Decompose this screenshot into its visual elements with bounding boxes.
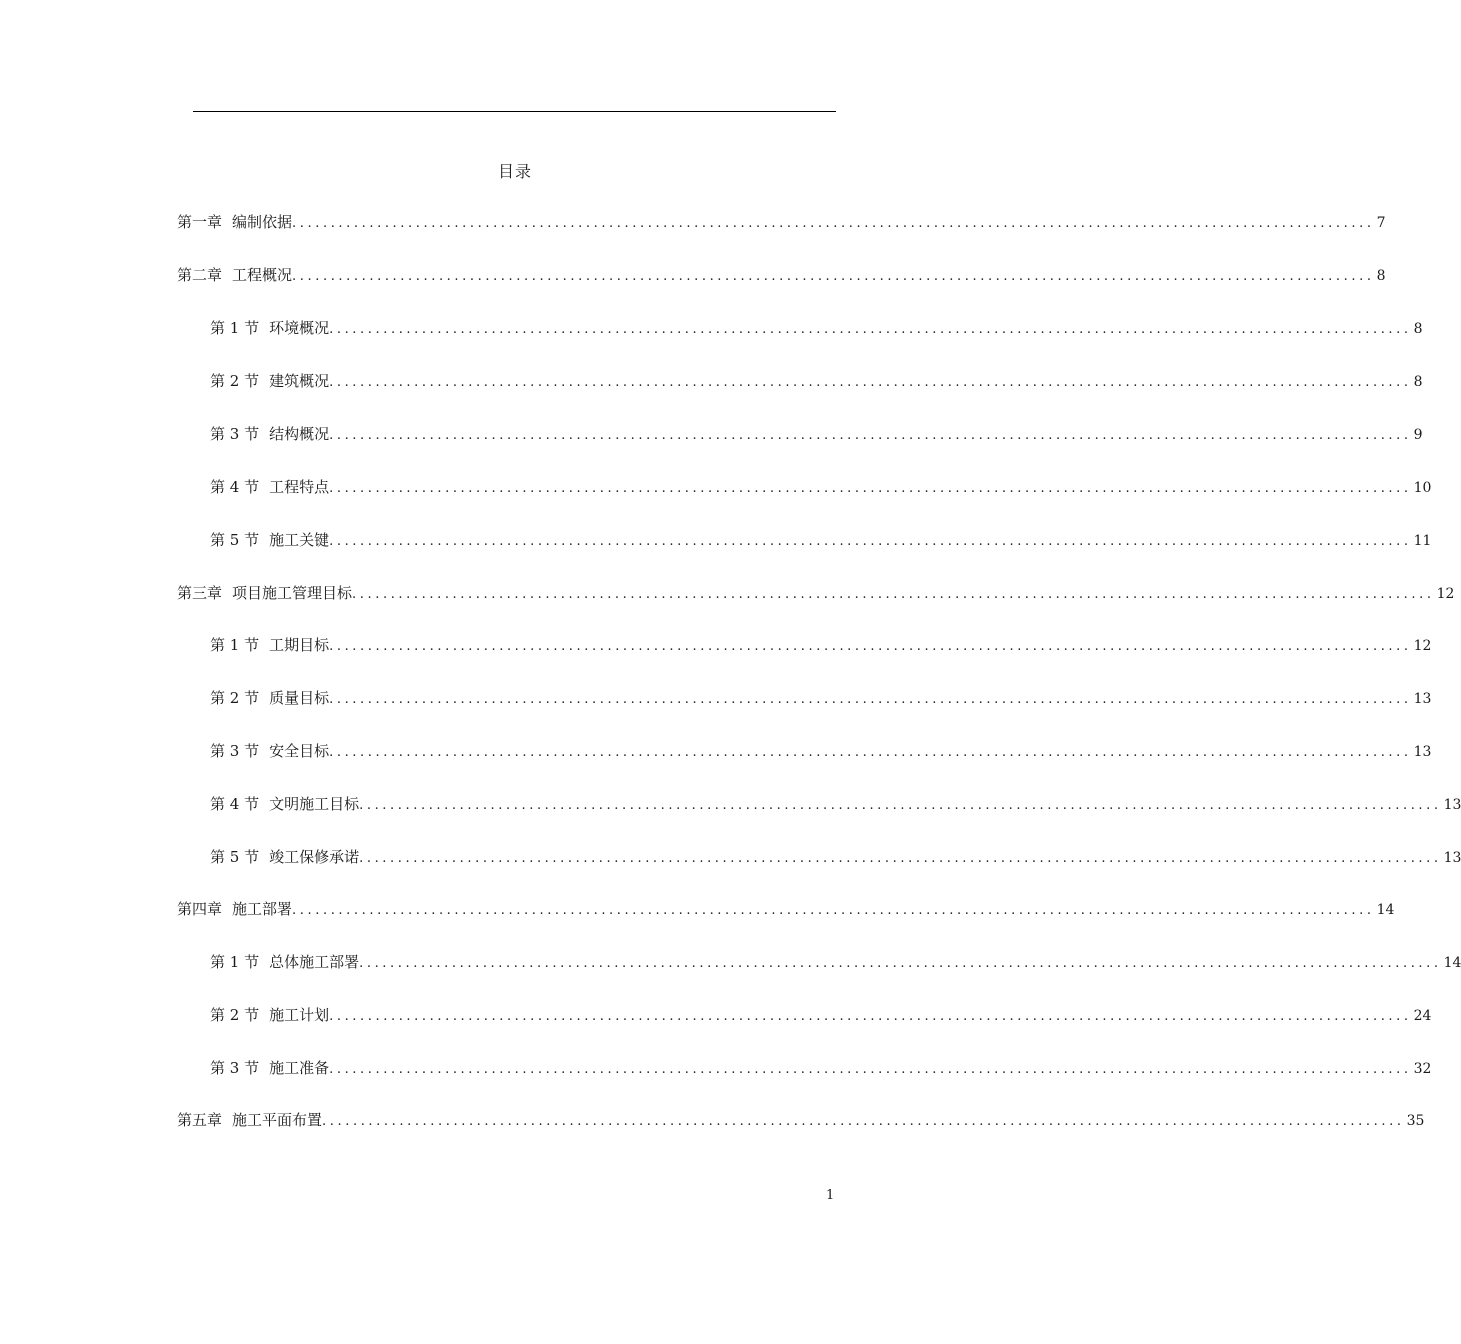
toc-entry-page: 14: [1376, 902, 1395, 918]
toc-entry-title: 工程特点: [269, 478, 330, 496]
toc-entry-page: 32: [1413, 1061, 1432, 1077]
dot-leader: ............................................................................................................................................: [329, 428, 1412, 443]
page-number: 1: [826, 1188, 835, 1203]
toc-entry[interactable]: [210, 424, 1423, 444]
toc-entry[interactable]: [210, 371, 1423, 391]
toc-entry-page: 12: [1413, 638, 1432, 654]
toc-entry[interactable]: [177, 212, 1386, 232]
toc-entry-number: 第一章: [177, 213, 223, 231]
toc-entry-page: 35: [1406, 1113, 1425, 1129]
toc-entry-title: 工程概况: [232, 266, 293, 284]
toc-entry-title: 工期目标: [269, 636, 330, 654]
dot-leader: ............................................................................................................................................: [329, 639, 1412, 654]
toc-entry-number: 第 1 节: [210, 636, 260, 654]
toc-entry-title: 环境概况: [269, 319, 330, 337]
toc-entry-title: 编制依据: [232, 213, 293, 231]
toc-entry-title: 结构概况: [269, 425, 330, 443]
toc-entry[interactable]: [210, 530, 1432, 550]
toc-entry-page: 8: [1376, 268, 1386, 284]
toc-entry[interactable]: [210, 847, 1461, 867]
dot-leader: ............................................................................................................................................: [292, 903, 1375, 918]
toc-entry-number: 第 2 节: [210, 372, 260, 390]
toc-entry-title: 总体施工部署: [269, 953, 360, 971]
dot-leader: ............................................................................................................................................: [329, 375, 1412, 390]
toc-entry-page: 8: [1413, 321, 1423, 337]
toc-entry[interactable]: [210, 635, 1432, 655]
toc-entry-page: 9: [1413, 427, 1423, 443]
header-rule: [193, 111, 836, 112]
toc-entry-page: 24: [1413, 1008, 1432, 1024]
toc-entry-title: 施工关键: [269, 531, 330, 549]
toc-entry-number: 第 3 节: [210, 742, 260, 760]
dot-leader: ............................................................................................................................................: [292, 216, 1375, 231]
toc-entry[interactable]: [210, 318, 1423, 338]
toc-entry-page: 8: [1413, 374, 1423, 390]
toc-entry-page: 7: [1376, 215, 1386, 231]
toc-entry[interactable]: [177, 899, 1395, 919]
dot-leader: ............................................................................................................................................: [329, 1009, 1412, 1024]
toc-entry-number: 第四章: [177, 900, 223, 918]
dot-leader: ............................................................................................................................................: [329, 1062, 1412, 1077]
toc-entry[interactable]: [210, 688, 1432, 708]
toc-entry-title: 竣工保修承诺: [269, 848, 360, 866]
toc-entry-number: 第 5 节: [210, 531, 260, 549]
dot-leader: ............................................................................................................................................: [329, 692, 1412, 707]
toc-entry-number: 第 5 节: [210, 848, 260, 866]
dot-leader: ............................................................................................................................................: [359, 956, 1442, 971]
toc-entry-number: 第 1 节: [210, 319, 260, 337]
dot-leader: ............................................................................................................................................: [329, 481, 1412, 496]
dot-leader: ............................................................................................................................................: [322, 1114, 1405, 1129]
toc-entry-page: 13: [1443, 797, 1461, 813]
toc-entry-page: 11: [1413, 533, 1432, 549]
toc-entry-title: 安全目标: [269, 742, 330, 760]
toc-entry[interactable]: [210, 952, 1461, 972]
dot-leader: ............................................................................................................................................: [359, 851, 1442, 866]
toc-entry-title: 质量目标: [269, 689, 330, 707]
toc-entry-title: 施工部署: [232, 900, 293, 918]
toc-entry-page: 14: [1443, 955, 1461, 971]
dot-leader: ............................................................................................................................................: [329, 534, 1412, 549]
toc-entry-title: 建筑概况: [269, 372, 330, 390]
toc-entry-title: 施工计划: [269, 1006, 330, 1024]
toc-entry-page: 13: [1443, 850, 1461, 866]
toc-entry[interactable]: [177, 265, 1386, 285]
toc-entry-number: 第 4 节: [210, 478, 260, 496]
dot-leader: ............................................................................................................................................: [329, 745, 1412, 760]
toc-entry[interactable]: [210, 794, 1461, 814]
toc-entry-number: 第五章: [177, 1111, 223, 1129]
toc-entry-number: 第 2 节: [210, 1006, 260, 1024]
toc-entry-page: 12: [1436, 586, 1455, 602]
toc-entry[interactable]: [210, 741, 1432, 761]
dot-leader: ............................................................................................................................................: [329, 322, 1412, 337]
toc-entry-number: 第 1 节: [210, 953, 260, 971]
toc-entry[interactable]: [210, 1058, 1432, 1078]
toc-entry-number: 第 2 节: [210, 689, 260, 707]
toc-entry-number: 第二章: [177, 266, 223, 284]
toc-entry[interactable]: [177, 583, 1455, 603]
toc-title: 目录: [497, 162, 532, 181]
toc-entry-title: 施工准备: [269, 1059, 330, 1077]
toc-entry-page: 13: [1413, 744, 1432, 760]
toc-entry-number: 第 3 节: [210, 1059, 260, 1077]
toc-entry-number: 第 3 节: [210, 425, 260, 443]
toc-entry-page: 10: [1413, 480, 1432, 496]
toc-entry-number: 第 4 节: [210, 795, 260, 813]
toc-entry[interactable]: [210, 477, 1432, 497]
toc-entry-title: 项目施工管理目标: [232, 584, 353, 602]
toc-entry-title: 文明施工目标: [269, 795, 360, 813]
toc-entry[interactable]: [177, 1110, 1425, 1130]
toc-entry-title: 施工平面布置: [232, 1111, 323, 1129]
dot-leader: ............................................................................................................................................: [359, 798, 1442, 813]
dot-leader: ............................................................................................................................................: [292, 269, 1375, 284]
dot-leader: ............................................................................................................................................: [352, 587, 1435, 602]
toc-entry-page: 13: [1413, 691, 1432, 707]
toc-entry[interactable]: [210, 1005, 1432, 1025]
toc-entry-number: 第三章: [177, 584, 223, 602]
